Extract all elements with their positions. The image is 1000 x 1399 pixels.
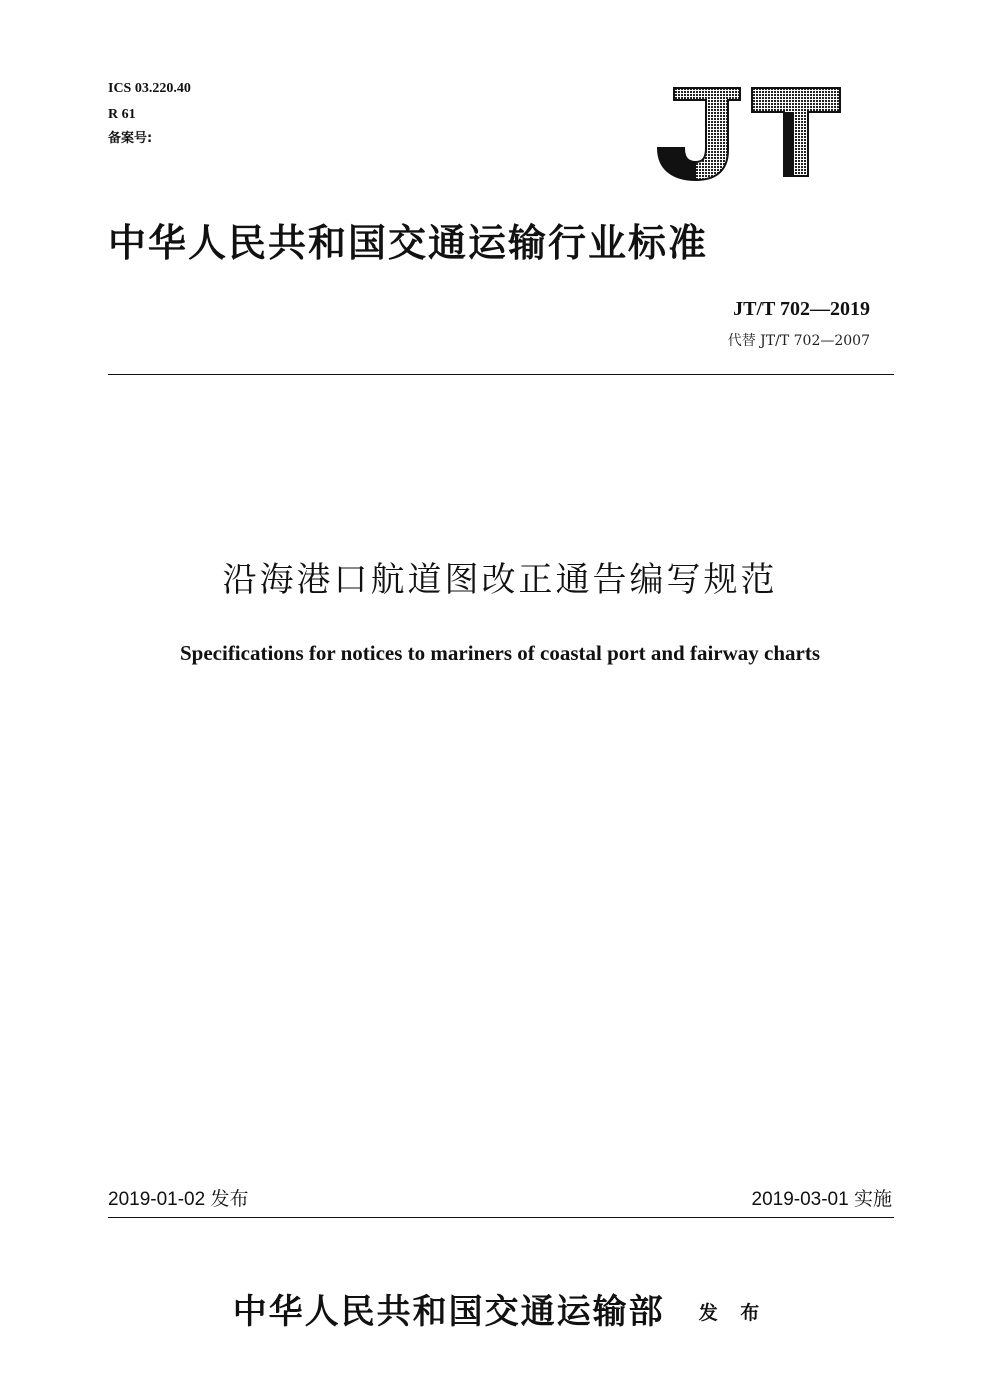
implementation-label: 实施 xyxy=(853,1188,892,1210)
filing-number-label: 备案号: xyxy=(108,131,153,146)
implementation-date: 2019-03-01 xyxy=(751,1189,849,1210)
document-title-en: Specifications for notices to mariners of coastal port and fairway charts xyxy=(179,641,821,665)
publisher-line xyxy=(0,1284,1000,1333)
document-title-zh: 沿海港口航道图改正通告编写规范 xyxy=(222,560,778,600)
issue-label: 发布 xyxy=(210,1188,249,1210)
standard-code: JT/T 702—2019 xyxy=(733,298,870,320)
issue-date-line xyxy=(108,1184,249,1211)
publish-label: 发 布 xyxy=(698,1302,768,1324)
issue-date: 2019-01-02 xyxy=(108,1189,206,1210)
ccs-text: R 61 xyxy=(108,107,136,122)
ics-code xyxy=(108,80,191,96)
top-divider xyxy=(108,374,894,375)
standard-type-heading: 中华人民共和国交通运输行业标准 xyxy=(108,220,709,265)
bottom-divider xyxy=(108,1217,894,1218)
publisher-name: 中华人民共和国交通运输部 xyxy=(232,1292,665,1332)
jt-logo xyxy=(654,82,844,184)
ccs-code xyxy=(108,106,136,122)
implementation-date-line xyxy=(752,1184,893,1211)
replaces-note: 代替 JT/T 702—2007 xyxy=(727,333,870,349)
ics-text: ICS 03.220.40 xyxy=(108,81,191,96)
